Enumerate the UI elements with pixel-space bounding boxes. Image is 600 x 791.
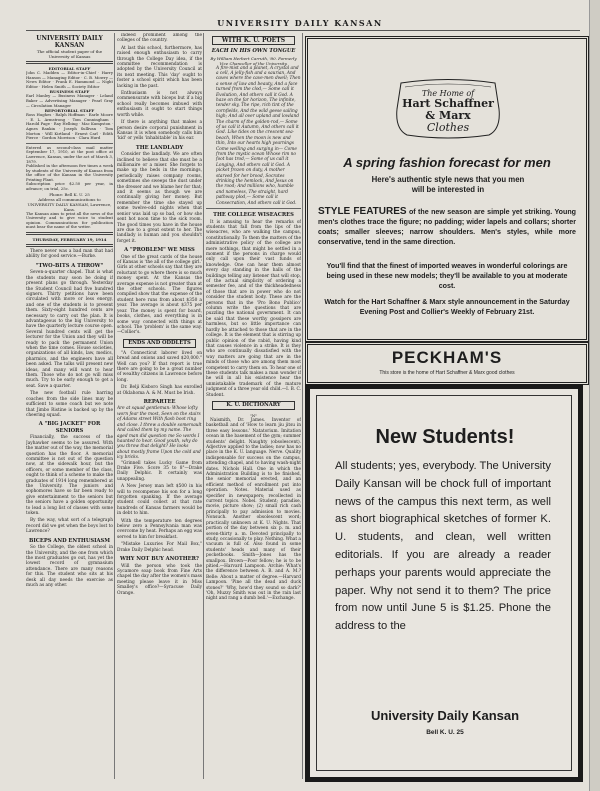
divider <box>26 143 113 144</box>
headline-problem: A "PROBLEM" WE MISS <box>124 247 195 254</box>
headline-repartee: REPARTEE <box>143 398 176 405</box>
new-students-phone: Bell K. U. 25 <box>426 729 464 736</box>
article-ends: "A Connecticut laborer lived on bread and onions and saved $20,000." Well can you? If that report is true there are going to be a great number of wealthy citizens in Lawrence before long. <box>117 350 202 383</box>
editorial-staff-heading: EDITORIAL STAFF <box>48 66 91 71</box>
logo-line-2: Hart Schaffner & Marx Clothes <box>402 97 494 134</box>
article-by-the-way: By the way, what sort of a telegraph record did we get when the boys lost to Lawrence? <box>26 518 113 535</box>
headline-ends-and-oddlets: ENDS AND ODDLETS <box>123 339 196 348</box>
dictionary-letter: "N" <box>249 412 258 418</box>
ad-subheadline: Here's authentic style news that you men will be interested in <box>371 175 525 194</box>
article-biceps: So the College, the oldest school in the University, and the one from which the most graduates go out, has yet the lowest record of gymnasium attendance. There are many reasons for this. The student who sits at his desk all day needs the exercise as much as any other. <box>26 545 113 588</box>
divider <box>26 244 113 247</box>
peckhams-name: PECKHAM'S <box>391 348 503 367</box>
editorial-column-2 <box>117 33 202 781</box>
entry-notice: Entered as second-class mail matter September 17, 1910, at the post office at Lawrence, Kansas, under the act of March 3, 1879. <box>26 144 113 164</box>
new-students-headline: New Students! <box>375 426 515 448</box>
poem-repartee: Are at squad gentleman: Whose lofty worn fear the most, Seen on the stairs of Adams street With flash boot ring and close. I threw a double somersault And called them by my name. The aged man did question me So words I haunted to hear. Good youth, why do you throw that delight? He looks about mostly frame Upon the cold and icy bricks. <box>117 406 202 461</box>
article-continued: indeed prominent among the colleges of the country. <box>117 33 202 44</box>
article-why-not-buy: Will the person who took the Sycamore soap book from Fine Arts chapel the day after the women's mass meeting please leave it in Miss Smalley's office?—Syracuse Daily Orange. <box>117 563 202 596</box>
column-rule-1 <box>114 33 115 779</box>
article-problem: One of the great cards of the house of Kansas is 'the all of the college girl.' Girls at other schools say that they are reluctant to go where there is so much money spent. At the Kansas the average expense is not greater than at the other schools. The figures compiled show that the expense of the student here runs from about $350 a year. The average is about $375 per year. The money is spent for board, books, clothes, and everything is in some way connected with things at school. The 'problem' is the same way.—Collier's. <box>117 254 202 336</box>
column-rule-2 <box>203 33 204 779</box>
intro-quote: There never was a bad man that had ability for good service.—Burke. <box>26 249 113 260</box>
poem-each-in-his-own-tongue: A fire-mist and a planet, A crystal and a cell, A jelly-fish and a saurian, And caves where the cave-men dwell; Then a sense of law and beauty, And a face turned from the clod,— Some call it Evolution, And others call it God. A haze on the far horizon, The infinite, tender sky, The ripe, rich tint of the cornfields, And the wild geese sailing high; And all over upland and lowland The charm of the golden-rod,— Some of us call it Autumn, And others call it God. Like tides on the crescent sea-beach, When the moon is new and thin, Into our hearts high yearnings Come welling and surging in— Come from the mystic ocean Whose rim no foot has trod,— Some of us call it Longing, And others call it God. A picket frozen on duty, A mother starved for her brood, Socrates drinking the hemlock, And Jesus on the rood; And millions who, humble and nameless, The straight, hard pathway plod,— Some call it Consecration, And others call it God. <box>216 65 301 206</box>
masthead-rule <box>26 30 580 31</box>
article-mistake: "Mistake Luxuries For Mail Box," Drake Daily Delphic head. <box>117 542 202 553</box>
article-grinnell: "Grinnell takes Lucky Game from Drake Five. Score 35 to 8"—Drake Daily Delphic. It certainly was unappealing. <box>117 460 202 482</box>
business-staff-list: Earl Manley — Business Manager · Leland Baker — Advertising Manager · Pearl Gray — Circulation Manager <box>26 93 113 108</box>
reportorial-staff-heading: REPORTORIAL STAFF <box>44 108 95 114</box>
editorial-column-3 <box>206 33 301 781</box>
peckhams-ad <box>305 342 589 385</box>
ad-style-features: STYLE FEATURES of the new season are simple yet striking. Young men's clothes trace the figure; no padding; wider lapels and collars; shorter coats; smaller sleeves; narrow shoulders. Men's styles, while more conservative, tend in the same direction. <box>318 206 576 246</box>
logo-line-1: The Home of <box>421 89 475 98</box>
article-new-jersey: A New Jersey man left $500 in his will to recompense his son for a long forgotten spanking. If the average student could collect at that rate hundreds of Kansas farmers would be in debt to him. <box>117 484 202 517</box>
new-students-paper-name: University Daily Kansan <box>370 708 520 723</box>
page-edge <box>589 0 600 791</box>
column-rule-3 <box>302 33 303 779</box>
divider <box>206 208 301 209</box>
new-students-body: All students; yes, everybody. The University Daily Kansan will be chock full of important news of the campus this next term, as well as short biographical sketches of former K. U. students, and clean, well written editorials. If you are already a reader perhaps your parents would appreciate the paper. Why not send it to them? The price from now until June 5 is $1.25. Phone the address to the <box>335 460 551 633</box>
headline-landlady: THE LANDLADY <box>135 144 184 151</box>
dateline: THURSDAY, FEBRUARY 19, 1914 <box>32 237 107 243</box>
editorial-policy: The Kansan aims to print all the news of the University and to give voice to student opinion. Communications for publication must bear the name of the writer. <box>26 210 113 230</box>
divider <box>26 61 113 64</box>
peckhams-tagline: This store is the home of Hart Schaffner & Marx good clothes <box>379 370 515 376</box>
poem-title: EACH IN HIS OWN TONGUE <box>211 48 296 54</box>
editorial-column-1 <box>26 33 113 781</box>
article-landlady: Consider the landlady. We are often inclined to believe that she must be a millionaire or a miser. She forgets to make up the beds in the mornings, periodically raises company rooms, sometimes she sweeps the dust under the dresser and we blame her for that; and it seems as though we are continually giving her money. But remember the time she stayed up some twelve-odd nights when that senior was laid up so bad, or how she sent hot noon time to the sick room. The good times you have in the house are due to a great extent to her. The landlady is human and you shouldn't forget it. <box>117 152 202 244</box>
nameplate-subtitle: The official student paper of the University of Kansas <box>36 49 103 59</box>
poem-byline: By William Herbert Carruth, '80. Formerly Vice Chancellor of the University. <box>210 55 297 66</box>
nameplate: UNIVERSITY DAILY KANSAN <box>36 35 103 49</box>
publication-notice: Published in the afternoon five times a week by students of the University of Kansas from the office of the Kansan in the University Printing Plant. <box>26 163 113 182</box>
article-ku-dictionary: Naismith, Dr. James. Inventor of basketball and of 'How to learn jiu jitsu in three easy lessons.' Natatorium. Imitation ocean in the basement of the gym; summer students' delight. Naughty (obsolescent). Adjective applied to the ladies; now has no place in the K. U. language. Nerve. Quality indispensable for success on the campus, attending chapel, and to having wash-night dates. Nichols Hall. One in which the Administration Building is to be finished, the senior memorial erected, and an efficient method of enrollment put into operation. Notes. Material used as specifier in newspapers; recollected in current topics. Nobel. Student; paradise, movie, picture show; (2) small rich cash principally to pay admission to movies. Nonsuch. Another obsolescent word; practically unknown at K. U. Nights. That portion of the day between six p. m. and seven-thirty a. m. Devoted principally to study, occasionally to play. Nothing. What a vacuum is full of. Also found in some students' heads and many of their pocketbooks. Smith—Jones has the smallpox. Brown—Poor fellow; he is to be pitied.—Harvard Lampoon. Archie: What's the difference between A. B. and A. M.? Belle: About a matter of degree.—Harvard Lampoon. 'Pine all the dead and duck stones?' 'Why, how'd they sound so dark?' 'Oh, Muzzy Smith was out in the rain last night and rang a dumb bell.'—Exchange. <box>206 417 301 602</box>
headline-why-not-buy: WHY NOT BUY ANOTHER? <box>120 556 199 563</box>
phone-number: Phone: Bell K. U. 25 <box>49 191 90 197</box>
business-staff-heading: BUSINESS STAFF <box>49 89 90 95</box>
article-big-jacket: Financially, the success of the Jayhawker seems to be assured. With the matter out of the way, the memorial question has the floor. A memorial committee is not out of the question now, at the sidewalk hour, but the officers, or some member of the class, ought to think of a scheme to make the graduates of 1914 long remembered at the University. The juniors and sophomores have so far been ready to give entertainment to the seniors but the seniors have a golden opportunity to lead a long list of classes with some token. <box>26 435 113 516</box>
article-football-rule: The new football rule barring coaches from the side lines may be sufficient to some coach but we note that Jimbo Ristine is backed up by the cheering squad. <box>26 391 113 418</box>
headline-ku-poets: WITH K. U. POETS <box>212 36 295 45</box>
headline-ku-dictionary: K. U. DICTIONARY <box>212 401 295 410</box>
article-temperature: With the temperature ten degrees below zero a Pennsylvania man was overcome by heat. Perhaps an egg was served to him for breakfast. <box>117 518 202 540</box>
headline-biceps: BICEPS AND ENTHUSIASM <box>28 537 111 544</box>
new-students-ad <box>305 384 583 782</box>
headline-wiseacres: THE COLLEGE WISEACRES <box>213 212 294 219</box>
subscription-price: Subscription price $2.50 per year, in advance; on trial, 25c. <box>26 181 113 192</box>
article-college-day: At last this school, furthermore, has raised enough enthusiasm to carry through the College Day idea, if the committee recommendation is adopted by the University Council at its next meeting. This 'day' ought to foster a school spirit which has been lacking in the past. <box>117 45 202 89</box>
new-students-inner-frame <box>316 395 572 771</box>
page-masthead: UNIVERSITY DAILY KANSAN <box>217 18 383 28</box>
headline-big-jacket: A "BIG JACKET" FOR SENIORS <box>38 421 101 434</box>
article-two-bits: Seven-a-quarter chapel. That is what the students may soon be doing if present plans go through. Yesterday the Student Council had five hundred signers. Thirty petitions have been circulated with more or less energy, and one of the students is to present them. Sixty-eight hundred cents are necessary to carry out the plan. It is advantageous to the big University to have the quarterly lecture course open. Several hundred cents will get the lecturer for the Union and they will be ready to pack the permanent Union when the time comes. House societies, organizations of all kinds, law, medics, pharmics, and the engineers have all been asked. The talks will present new ideas, and many will want to hear them. Those who do not go will miss much. Try to be early enough to get a seat. Save a quarter. <box>26 270 113 389</box>
hart-schaffner-marx-logo <box>393 79 503 139</box>
reportorial-staff-list: Ross Hughes · Ralph Hoffman · Earle Moore · E. L. Armstrong · Tom Cunningham · Harold Page · Ray Helbing · Mac Kumpston · Agnes Rankin · Joseph Sullivan · Tom Morton · Will Kirtland · Ernest Carl · Edith Pierce · Gordon Morrison · Clara Hurd <box>26 112 113 141</box>
mailing-address: Address all communications to UNIVERSITY DAILY KANSAN, Lawrence, Kans. <box>27 196 112 212</box>
headline-two-bits: "TWO-BITS A THROW" <box>35 262 104 269</box>
article-wiseacres: It is amusing to hear the remarks of students that fall from the lips of the wiseacres, who are walking the campus, constitutionally. To them the matters of the administrative policy of the college are mere nothings, that might be settled in a moment if the persons in charge would only call upon their vast funds of knowledge. One can hear them almost every day standing in the halls of the buildings telling any listener that will stop, of the actual simplicity of ordering a semester fee, and of the thickheadedness of those that are in power who do not consider the student body. These are the persons that in the 'Pro Bono Publico' column write the questions that are puzzling the national government. It can be said that these worthy gossipers are harmless, but so little importance can hardly be attached to those that are in the college. It is the element that is stirring up public opinion of the rabid, having kind that causes violence in a strike. It is they who are continually dissatisfied with the way matters are going that are in the minds of those who are among them most competent to carry them on. To hear one of these students talk makes a man wonder if he will in all his existence hear the unmistakable trademark of the mature judgment of a three year old child.—I. B. C. Student. <box>206 219 301 398</box>
article-singh: Dr. Belji Kisboro Singh has enrolled at Oklahoma A. & M. Must be Irish. <box>117 385 202 396</box>
editorial-staff-list: John C. Madden — Editor-in-Chief · Harry Hanson — Managing Editor · C. B. Mowry — News Editor · Frank E. Hammond — Night Editor · Helen Smith — Society Editor <box>26 70 113 89</box>
ad-weaves: You'll find that the finest of imported weaves in wonderful colorings are being used in these new models; they'll be available to you at moderate cost. <box>326 262 568 290</box>
divider <box>26 232 113 235</box>
hart-schaffner-marx-ad <box>305 36 589 342</box>
ad-headline: A spring fashion forecast for men <box>343 155 551 170</box>
ad-announcement: Watch for the Hart Schaffner & Marx style announcement in the Saturday Evening Post and Collier's Weekly of February 21st. <box>324 298 570 316</box>
article-kid: If there is anything that makes a person desire corporal punishment in Kansas it is when somebody calls him 'kid' or yells 'inhabitable' in his ear. <box>117 120 202 142</box>
article-enthusiasm: Enthusiasm is not always commensurate with biceps but if a big school really becomes imbued with enthusiasm it ought to start things worth while. <box>117 91 202 118</box>
